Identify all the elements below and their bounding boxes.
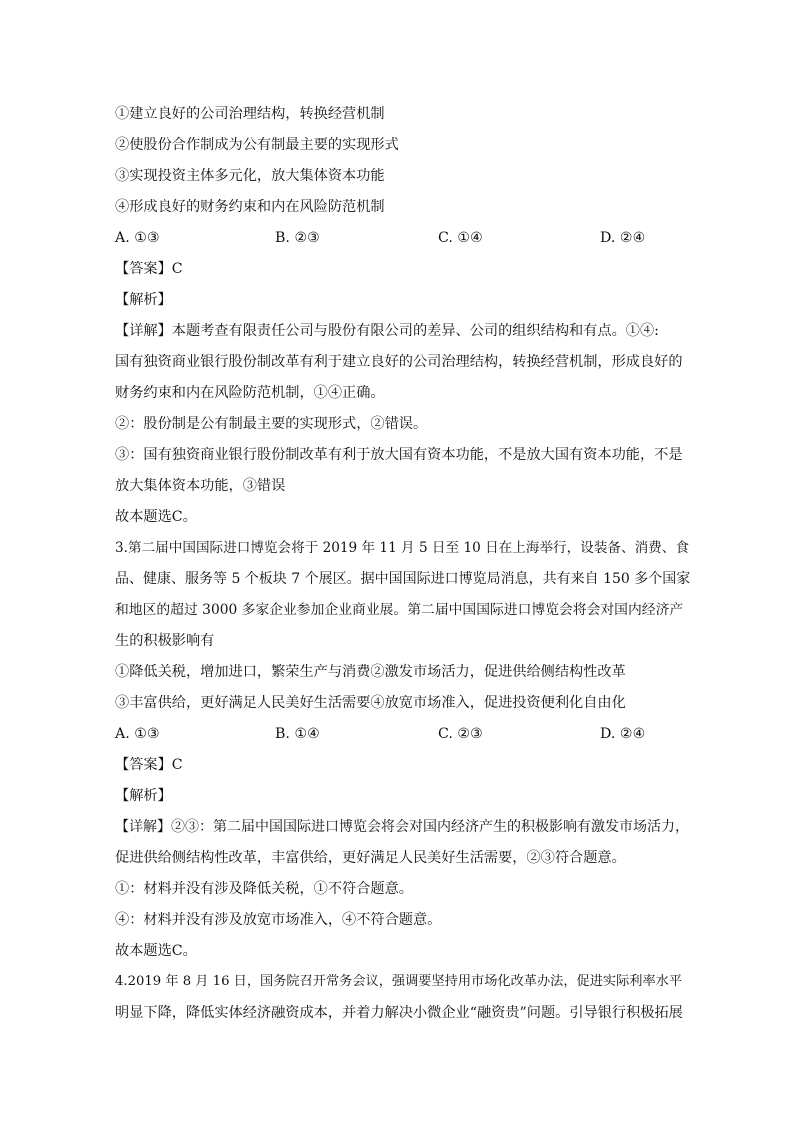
q3-choices-line-1: ①降低关税，增加进口，繁荣生产与消费②激发市场活力，促进供给侧结构性改革 bbox=[115, 664, 626, 680]
q2-detail-line-4: ②：股份制是公有制最主要的实现形式，②错误。 bbox=[115, 416, 428, 432]
q2-options bbox=[115, 228, 675, 248]
q2-answer: 【答案】C bbox=[115, 261, 183, 277]
q3-choices-line-2: ③丰富供给，更好满足人民美好生活需要④放宽市场准入，促进投资便利化自由化 bbox=[115, 695, 626, 711]
q2-option-d: D. ②④ bbox=[600, 230, 646, 246]
q2-detail-line-5: ③：国有独资商业银行股份制改革有利于放大国有资本功能，不是放大国有资本功能，不是 bbox=[115, 447, 683, 463]
q2-conclusion: 故本题选C。 bbox=[115, 509, 197, 525]
q3-stem-line-3: 和地区的超过 3000 多家企业参加企业商业展。第二届中国国际进口博览会将会对国内经济产 bbox=[115, 602, 684, 618]
q3-option-a: A. ①③ bbox=[115, 726, 160, 742]
q2-choice-1: ①建立良好的公司治理结构，转换经营机制 bbox=[115, 106, 385, 122]
q2-option-c: C. ①④ bbox=[438, 230, 483, 246]
q3-stem-line-2: 品、健康、服务等 5 个板块 7 个展区。据中国国际进口博览局消息，共有来自 150 多个国家 bbox=[115, 571, 691, 587]
q2-detail-line-2: 国有独资商业银行股份制改革有利于建立良好的公司治理结构，转换经营机制，形成良好的 bbox=[115, 354, 683, 370]
q2-detail-line-3: 财务约束和内在风险防范机制，①④正确。 bbox=[115, 385, 385, 401]
q3-detail-line-2: 促进供给侧结构性改革，丰富供给，更好满足人民美好生活需要，②③符合题意。 bbox=[115, 850, 626, 866]
q3-answer: 【答案】C bbox=[115, 757, 183, 773]
q3-stem-line-1: 3.第二届中国国际进口博览会将于 2019 年 11 月 5 日至 10 日在上海举行，设装备、消费、食 bbox=[115, 540, 689, 556]
q3-options bbox=[115, 724, 675, 744]
q3-detail-line-3: ①：材料并没有涉及降低关税，①不符合题意。 bbox=[115, 881, 413, 897]
q2-choice-2: ②使股份合作制成为公有制最主要的实现形式 bbox=[115, 137, 399, 153]
q2-choice-3: ③实现投资主体多元化，放大集体资本功能 bbox=[115, 168, 385, 184]
q3-detail-line-4: ④：材料并没有涉及放宽市场准入，④不符合题意。 bbox=[115, 912, 442, 928]
q2-detail-line-1: 【详解】本题考查有限责任公司与股份有限公司的差异、公司的组织结构和有点。①④: bbox=[115, 323, 659, 339]
q3-conclusion: 故本题选C。 bbox=[115, 943, 197, 959]
q3-analysis-label: 【解析】 bbox=[115, 788, 172, 804]
q2-option-b: B. ②③ bbox=[275, 230, 320, 246]
q3-detail-line-1: 【详解】②③：第二届中国国际进口博览会将会对国内经济产生的积极影响有激发市场活力， bbox=[115, 819, 689, 835]
q2-analysis-label: 【解析】 bbox=[115, 292, 172, 308]
q3-option-c: C. ②③ bbox=[438, 726, 483, 742]
q3-stem-line-4: 生的积极影响有 bbox=[115, 633, 215, 649]
q4-stem-line-2: 明显下降，降低实体经济融资成本，并着力解决小微企业“融资贵”问题。引导银行积极拓展 bbox=[115, 1005, 683, 1021]
q4-stem-line-1: 4.2019 年 8 月 16 日，国务院召开常务会议，强调要坚持用市场化改革办法，促进实际利率水平 bbox=[115, 974, 683, 989]
q3-option-d: D. ②④ bbox=[600, 726, 646, 742]
q2-detail-line-6: 放大集体资本功能，③错误 bbox=[115, 478, 286, 494]
q2-choice-4: ④形成良好的财务约束和内在风险防范机制 bbox=[115, 199, 385, 215]
q2-option-a: A. ①③ bbox=[115, 230, 160, 246]
q3-option-b: B. ①④ bbox=[275, 726, 320, 742]
